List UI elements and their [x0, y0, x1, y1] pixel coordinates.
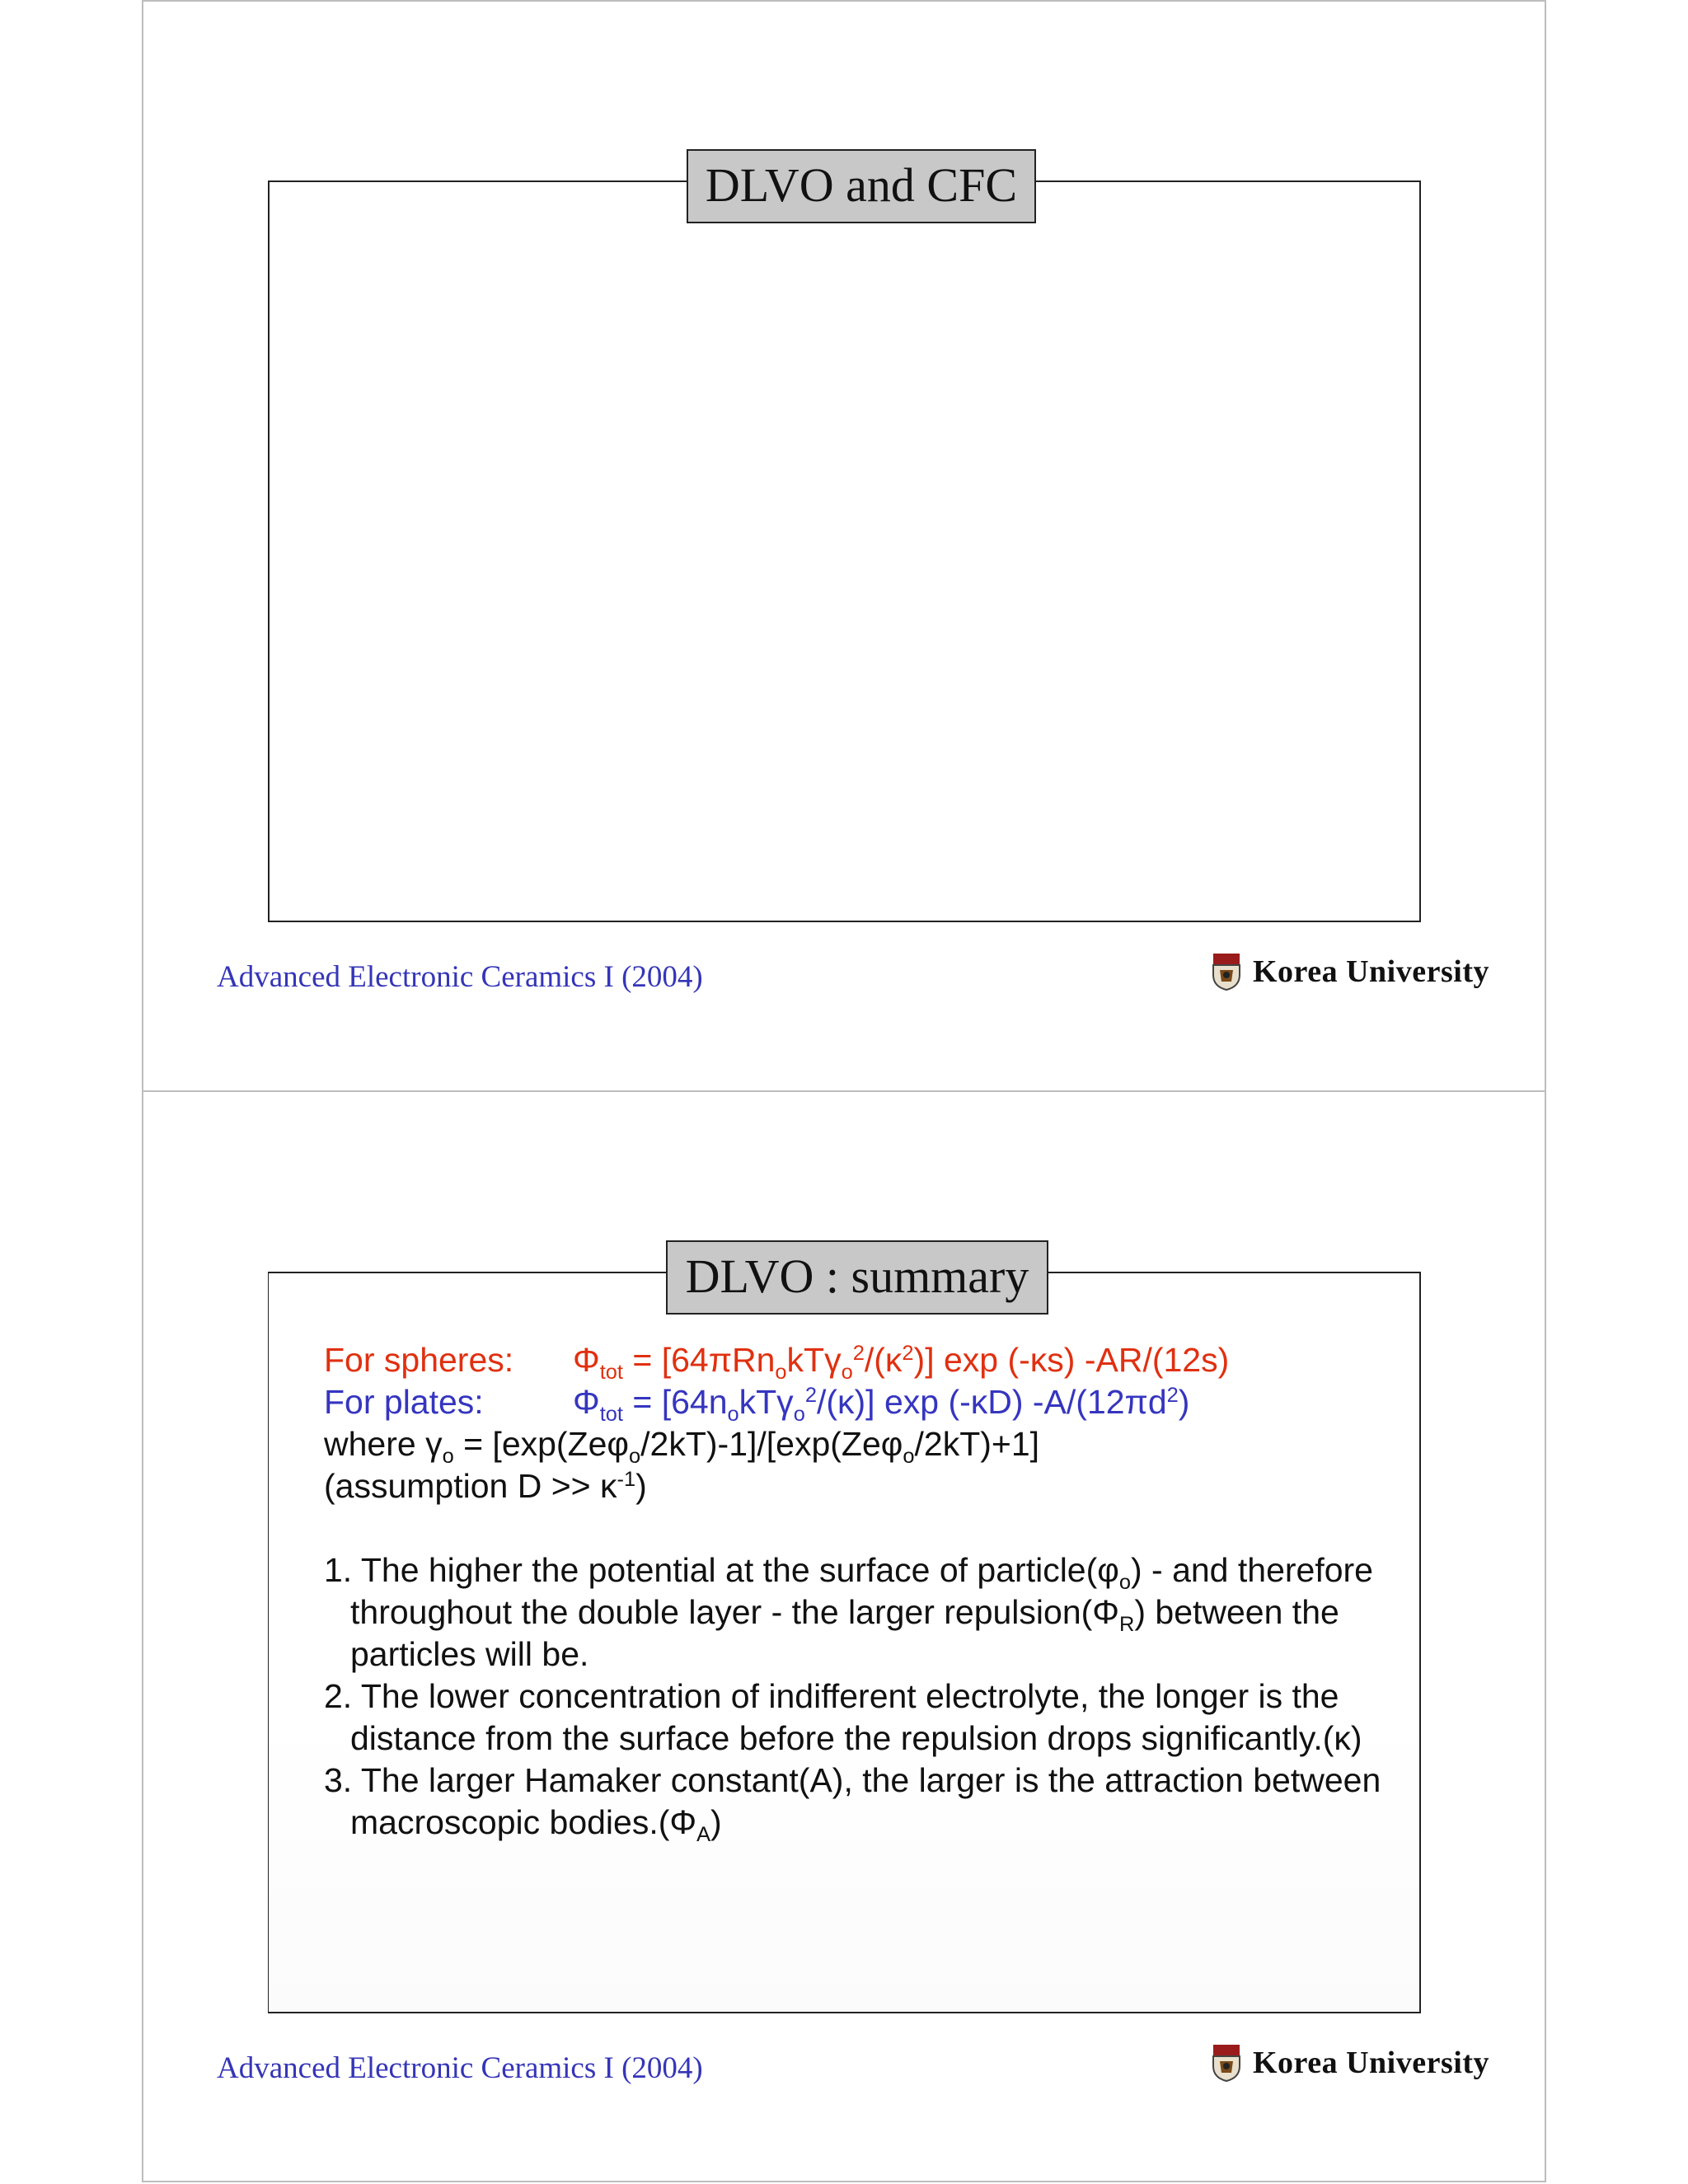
- slide1-logo: [1210, 952, 1489, 991]
- spheres-label: For spheres:: [324, 1341, 514, 1379]
- point3-line2: macroscopic $bodies.(\Phi_A)$: [350, 1803, 722, 1846]
- plates-formula-line: For plates: $\Phi_{tot} = [64n_okT\gamma_o^2/(\kappa)]$ exp (-κD) $-A/(12\pi d^2)$: [324, 1383, 1190, 1426]
- plates-label: For plates:: [324, 1383, 484, 1421]
- spheres-formula-line: For spheres: $\Phi_{tot} = [64\pi Rn_okT\gamma_o^2/(\kappa^2)]$ exp (-κs) -AR/(12s): [324, 1341, 1230, 1384]
- slide-divider: [142, 1090, 1546, 1092]
- slide2-logo: [1210, 2043, 1489, 2083]
- point3-line1: 3. The larger Hamaker constant(A), the larger is the attraction between: [324, 1761, 1381, 1799]
- point2-line2: distance from the surface before the repulsion drops significantly.(κ): [350, 1719, 1362, 1757]
- slide1-frame: [268, 180, 1421, 922]
- assumption-line: (assumption $D >> \kappa^{-1}$): [324, 1467, 647, 1505]
- point1-line3: particles will be.: [350, 1635, 589, 1673]
- slide2-title: DLVO : summary: [666, 1240, 1048, 1315]
- slide1-logo-text: Korea University: [1253, 954, 1489, 989]
- point1-line2: throughout the double layer - the larger $repulsion(\Phi_R)$ between the: [350, 1593, 1339, 1636]
- where-line: where $\gamma_o = [\exp(Ze\varphi_o/2kT)-1]/[\exp(Ze\varphi_o/2kT)+1]$: [324, 1425, 1040, 1468]
- blank-line: [324, 1507, 1428, 1549]
- slide1-footer: Advanced Electronic Ceramics I (2004): [217, 960, 703, 994]
- korea-university-crest-icon: [1210, 2043, 1243, 2083]
- where-prefix: where: [324, 1425, 426, 1463]
- point1-line1: 1. The higher the potential at the surface of $particle(\varphi_o)$ - and therefore: [324, 1551, 1373, 1594]
- slide2-logo-text: Korea University: [1253, 2046, 1489, 2080]
- korea-university-crest-icon: [1210, 952, 1243, 991]
- point2-line1: 2. The lower concentration of indifferent electrolyte, the longer is the: [324, 1677, 1339, 1715]
- slide2-footer: Advanced Electronic Ceramics I (2004): [217, 2051, 703, 2085]
- slide1-title: DLVO and CFC: [687, 149, 1036, 223]
- slide2-body: [324, 1339, 1428, 1844]
